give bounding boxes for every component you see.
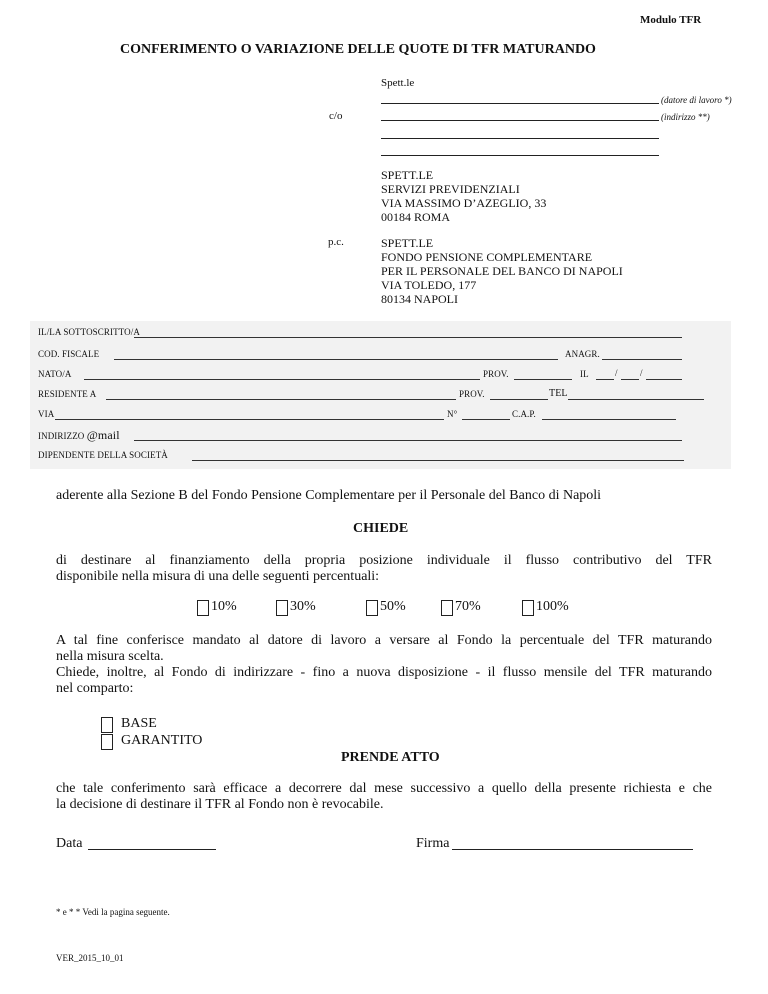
indirizzo-label: INDIRIZZO (38, 431, 85, 441)
chiede-heading: CHIEDE (353, 521, 409, 536)
prov-residenza-field[interactable] (490, 399, 548, 400)
indirizzo-email-label (38, 428, 120, 443)
chiede-inoltre-line-1: Chiede, inoltre, al Fondo di indirizzare - fino a nuova disposizione - il flusso mensile del TFR maturando (56, 665, 712, 680)
via-label: VIA (38, 409, 55, 419)
efficace-line-1: che tale conferimento sarà efficace a decorrere dal mese successivo a quello della presente richiesta e che (56, 781, 712, 796)
efficace-line-2: la decisione di destinare il TFR al Fondo non è revocabile. (56, 797, 384, 812)
dipendente-field[interactable] (192, 460, 684, 461)
address-line-3[interactable] (381, 155, 659, 156)
indirizzo-hint: (indirizzo **) (661, 112, 710, 122)
numero-field[interactable] (462, 419, 510, 420)
percent-label-100: 100% (536, 599, 569, 614)
efficace-text (56, 781, 712, 813)
personal-data-panel (30, 321, 731, 469)
checkbox-50[interactable] (366, 600, 378, 616)
servizi-line: SERVIZI PREVIDENZIALI (381, 182, 520, 196)
version-label: VER_2015_10_01 (56, 953, 124, 963)
via-field[interactable] (55, 419, 444, 420)
comparto-label-garantito: GARANTITO (121, 733, 203, 748)
destinare-text (56, 553, 712, 585)
email-field[interactable] (134, 440, 682, 441)
data-field[interactable] (88, 849, 216, 850)
fondo-line: SPETT.LE (381, 236, 434, 250)
checkbox-30[interactable] (276, 600, 288, 616)
chiede-inoltre-line-2: nel comparto: (56, 681, 134, 696)
pc-label: p.c. (328, 236, 344, 248)
cap-label: C.A.P. (512, 409, 536, 419)
co-label: c/o (329, 110, 343, 122)
codice-fiscale-field[interactable] (114, 359, 558, 360)
sottoscritto-label: IL/LA SOTTOSCRITTO/A (38, 327, 140, 337)
year-field[interactable] (646, 379, 682, 380)
servizi-line: SPETT.LE (381, 168, 434, 182)
mandato-line-2: nella misura scelta. (56, 649, 164, 664)
comparto-label-base: BASE (121, 716, 157, 731)
il-label: IL (580, 369, 589, 379)
nato-field[interactable] (84, 379, 480, 380)
module-label: Modulo TFR (640, 14, 702, 26)
month-field[interactable] (621, 379, 639, 380)
fondo-line: FONDO PENSIONE COMPLEMENTARE (381, 250, 593, 264)
checkbox-100[interactable] (522, 600, 534, 616)
data-label: Data (56, 836, 83, 851)
codice-fiscale-label: COD. FISCALE (38, 349, 100, 359)
prov-field[interactable] (514, 379, 572, 380)
percent-label-30: 30% (290, 599, 316, 614)
tel-field[interactable] (568, 399, 704, 400)
fondo-line: VIA TOLEDO, 177 (381, 278, 477, 292)
anagr-field[interactable] (602, 359, 682, 360)
residente-field[interactable] (106, 399, 456, 400)
nato-label: NATO/A (38, 369, 72, 379)
date-separator: / (615, 368, 618, 378)
prov-label: PROV. (483, 369, 509, 379)
anagr-label: ANAGR. (565, 349, 600, 359)
fondo-line: 80134 NAPOLI (381, 292, 458, 306)
destinare-line-1: di destinare al finanziamento della propria posizione individuale il flusso contributivo del TFR (56, 553, 712, 568)
aderente-text: aderente alla Sezione B del Fondo Pensione Complementare per il Personale del Banco di Napoli (56, 488, 602, 503)
mandato-line-1: A tal fine conferisce mandato al datore di lavoro a versare al Fondo la percentuale del TFR maturando (56, 633, 712, 648)
checkbox-10[interactable] (197, 600, 209, 616)
servizi-line: VIA MASSIMO D’AZEGLIO, 33 (381, 196, 547, 210)
prov-label: PROV. (459, 389, 485, 399)
sottoscritto-field[interactable] (134, 337, 682, 338)
indirizzo-line[interactable] (381, 120, 659, 121)
checkbox-garantito[interactable] (101, 734, 113, 750)
fondo-line: PER IL PERSONALE DEL BANCO DI NAPOLI (381, 264, 623, 278)
tel-label: TEL (549, 388, 568, 399)
percent-label-10: 10% (211, 599, 237, 614)
date-separator: / (640, 368, 643, 378)
dipendente-label: DIPENDENTE DELLA SOCIETÀ (38, 450, 168, 460)
percent-label-70: 70% (455, 599, 481, 614)
residente-label: RESIDENTE A (38, 389, 97, 399)
checkbox-70[interactable] (441, 600, 453, 616)
numero-label: N° (447, 409, 458, 419)
firma-field[interactable] (452, 849, 693, 850)
footnote: * e * * Vedi la pagina seguente. (56, 907, 170, 917)
address-line-2[interactable] (381, 138, 659, 139)
prende-atto-heading: PRENDE ATTO (341, 750, 440, 765)
datore-hint: (datore di lavoro *) (661, 95, 732, 105)
percent-label-50: 50% (380, 599, 406, 614)
servizi-line: 00184 ROMA (381, 210, 451, 224)
checkbox-base[interactable] (101, 717, 113, 733)
mail-label: @mail (86, 428, 120, 442)
fondo-address (381, 236, 623, 306)
datore-line[interactable] (381, 103, 659, 104)
mandato-text (56, 633, 712, 697)
day-field[interactable] (596, 379, 614, 380)
spett-label: Spett.le (381, 77, 415, 89)
document-title: CONFERIMENTO O VARIAZIONE DELLE QUOTE DI TFR MATURANDO (120, 42, 596, 57)
firma-label: Firma (416, 836, 450, 851)
destinare-line-2: disponibile nella misura di una delle seguenti percentuali: (56, 569, 380, 584)
cap-field[interactable] (542, 419, 676, 420)
servizi-address (381, 168, 546, 224)
